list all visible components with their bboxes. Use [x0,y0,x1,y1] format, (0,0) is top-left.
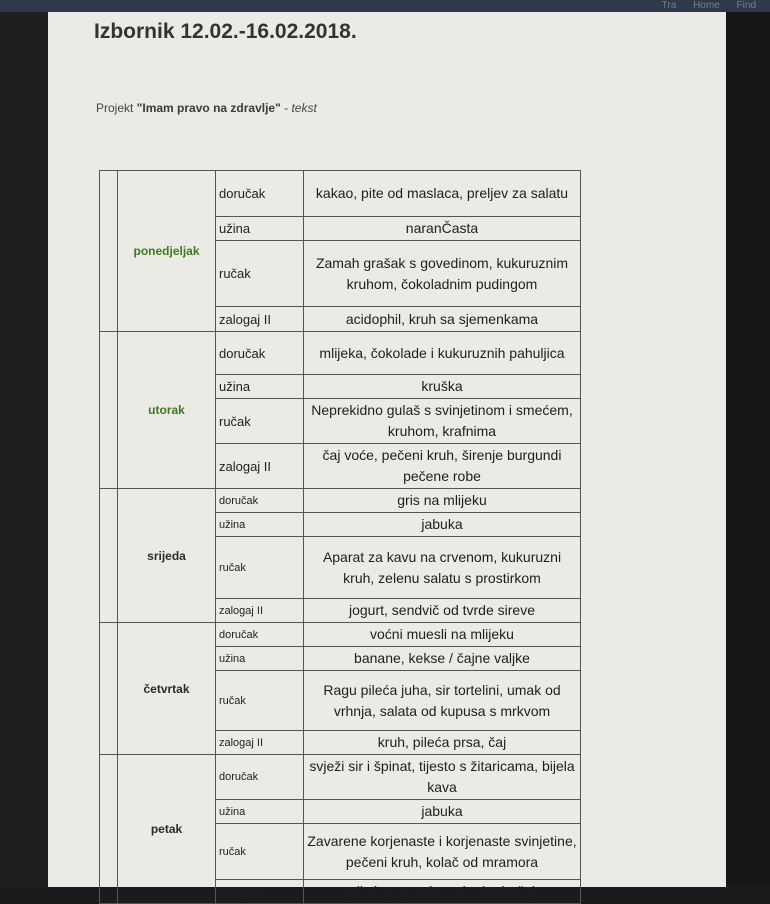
food-cell: Ragu pileća juha, sir tortelini, umak od vrhnja, salata od kupusa s mrkvom [304,671,581,731]
project-line [96,101,317,115]
food-cell: kruh, pileća prsa, čaj [304,731,581,755]
meal-cell: zalogaj II [216,731,304,755]
page-title: Izbornik 12.02.-16.02.2018. [94,20,357,43]
project-name: "Imam pravo na zdravlje" [136,101,281,115]
food-cell: Zavarene korjenaste i korjenaste svinjetine, pečeni kruh, kolač od mramora [304,824,581,880]
row-stub [100,171,118,332]
food-cell: jogurt, sendvič od tvrde sireve [304,599,581,623]
meal-cell: ručak [216,824,304,880]
table-row [100,623,581,647]
day-cell: ponedjeljak [118,171,216,332]
project-prefix: Projekt [96,101,137,115]
row-stub [100,489,118,623]
meal-cell: doručak [216,332,304,375]
food-cell: čaj voće, pečeni kruh, širenje burgundi pečene robe [304,444,581,489]
right-margin [726,12,770,887]
table-row [100,332,581,375]
meal-cell: ručak [216,241,304,307]
meal-cell: užina [216,375,304,399]
browser-top-bar [0,0,770,12]
food-cell: kakao, pite od maslaca, preljev za salatu [304,171,581,217]
day-cell: srijeda [118,489,216,623]
food-cell: jabuka [304,513,581,537]
food-cell: kruška [304,375,581,399]
meal-cell: ručak [216,399,304,444]
weekly-menu-table [99,170,581,904]
row-stub [100,332,118,489]
food-cell: pileća papa domaće, kruh, čaj [304,880,581,904]
nav-link-tra[interactable]: Tra [661,0,677,11]
meal-cell: doručak [216,171,304,217]
food-cell: acidophil, kruh sa sjemenkama [304,307,581,332]
day-cell: utorak [118,332,216,489]
meal-cell: užina [216,800,304,824]
day-cell: četvrtak [118,623,216,755]
meal-cell: zalogaj II [216,880,304,904]
meal-cell: doručak [216,623,304,647]
nav-link-home[interactable]: Home [693,0,720,11]
food-cell: svježi sir i špinat, tijesto s žitaricama, bijela kava [304,755,581,800]
left-margin [0,12,48,887]
meal-cell: ručak [216,537,304,599]
food-cell: naranČasta [304,217,581,241]
food-cell: voćni muesli na mlijeku [304,623,581,647]
meal-cell: zalogaj II [216,307,304,332]
food-cell: Zamah grašak s govedinom, kukuruznim kruhom, čokoladnim pudingom [304,241,581,307]
meal-cell: zalogaj II [216,444,304,489]
browser-nav-links [662,0,770,12]
table-row [100,489,581,513]
food-cell: Neprekidno gulaš s svinjetinom i smećem, kruhom, krafnima [304,399,581,444]
project-kind: tekst [291,101,317,115]
nav-link-find[interactable]: Find [736,0,756,11]
row-stub [100,755,118,904]
food-cell: gris na mlijeku [304,489,581,513]
food-cell: mlijeka, čokolade i kukuruznih pahuljica [304,332,581,375]
food-cell: Aparat za kavu na crvenom, kukuruzni kruh, zelenu salatu s prostirkom [304,537,581,599]
meal-cell: užina [216,217,304,241]
meal-cell: ručak [216,671,304,731]
project-separator: - [280,101,292,115]
food-cell: jabuka [304,800,581,824]
day-cell: petak [118,755,216,904]
meal-cell: doručak [216,489,304,513]
row-stub [100,623,118,755]
meal-cell: zalogaj II [216,599,304,623]
table-row [100,171,581,217]
meal-cell: užina [216,513,304,537]
food-cell: banane, kekse / čajne valjke [304,647,581,671]
meal-cell: doručak [216,755,304,800]
meal-cell: užina [216,647,304,671]
table-row [100,755,581,800]
